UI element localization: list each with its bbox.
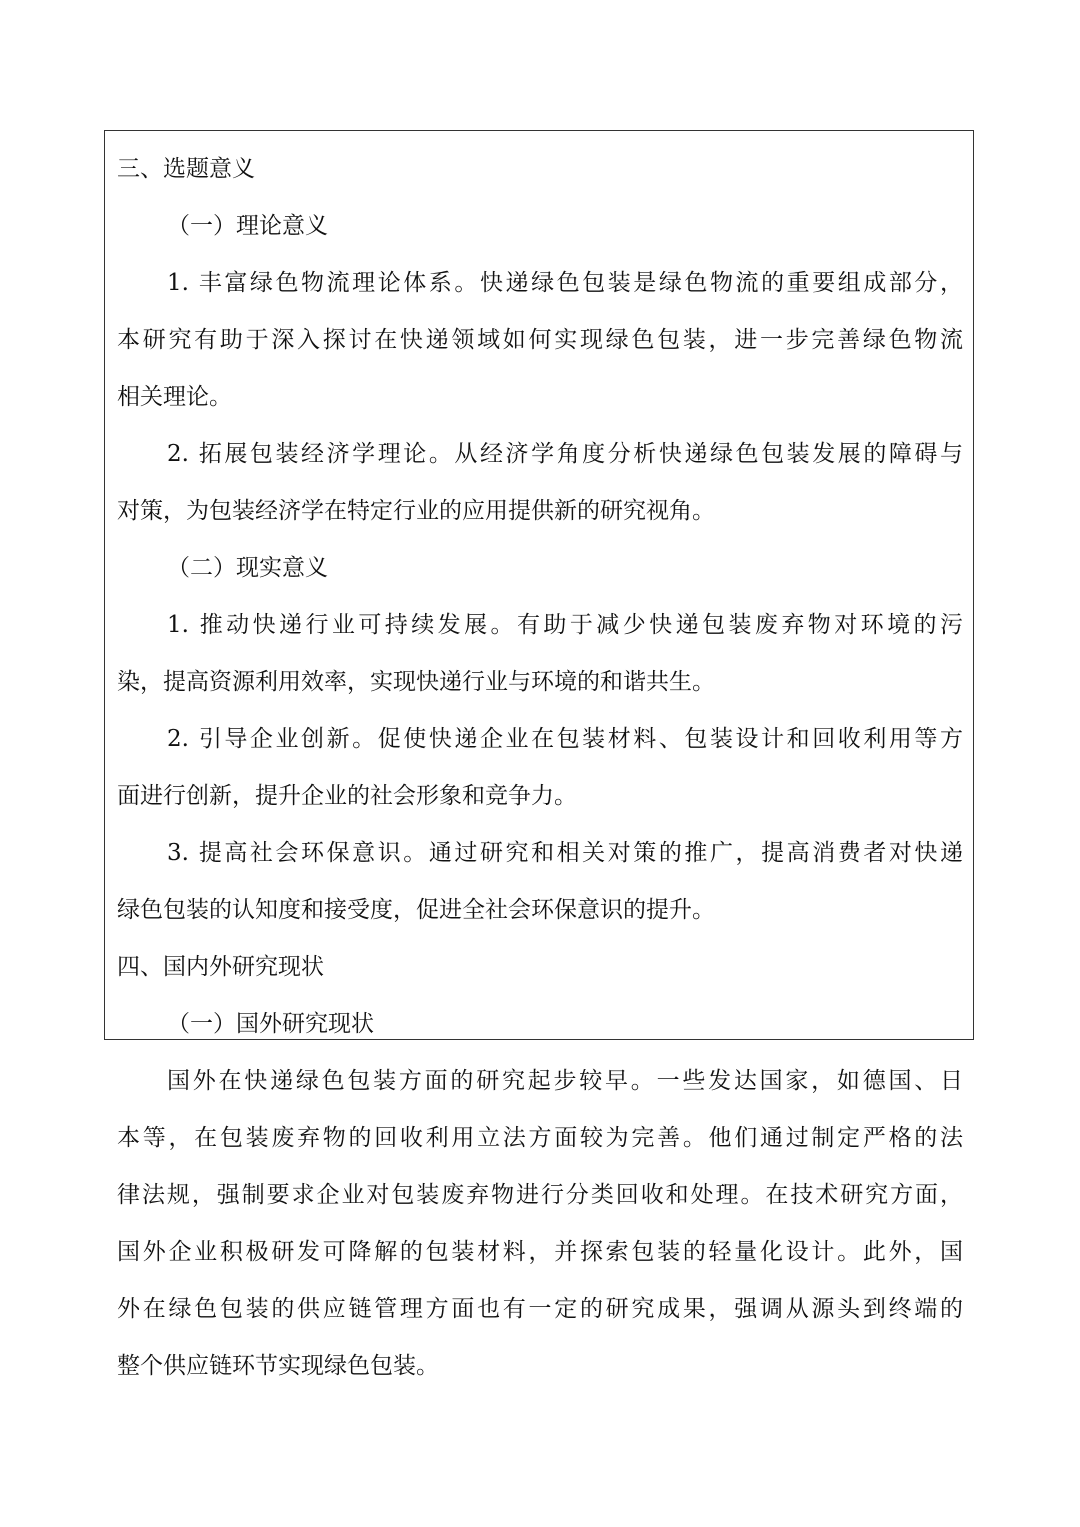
- theory-p1-line2: 本研究有助于深入探讨在快递领域如何实现绿色包装，进一步完善绿色物流: [117, 327, 963, 353]
- foreign-p1-line6: 整个供应链环节实现绿色包装。: [117, 1353, 439, 1379]
- foreign-p1-line4: 国外企业积极研发可降解的包装材料，并探索包装的轻量化设计。此外，国: [117, 1239, 963, 1265]
- section-4-heading: 四、国内外研究现状: [117, 954, 324, 980]
- practice-p1-line1: 1. 推动快递行业可持续发展。有助于减少快递包装废弃物对环境的污: [167, 612, 963, 638]
- practice-p3-line1: 3. 提高社会环保意识。通过研究和相关对策的推广，提高消费者对快递: [167, 840, 963, 866]
- theory-p1-line3: 相关理论。: [117, 384, 232, 410]
- practice-p2-line1: 2. 引导企业创新。促使快递企业在包装材料、包装设计和回收利用等方: [167, 726, 963, 752]
- foreign-p1-line2: 本等，在包装废弃物的回收利用立法方面较为完善。他们通过制定严格的法: [117, 1125, 963, 1151]
- theory-p2-line1: 2. 拓展包装经济学理论。从经济学角度分析快递绿色包装发展的障碍与: [167, 441, 963, 467]
- foreign-research-heading: （一）国外研究现状: [167, 1011, 374, 1037]
- practical-significance-heading: （二）现实意义: [167, 555, 328, 581]
- practice-p3-line2: 绿色包装的认知度和接受度，促进全社会环保意识的提升。: [117, 897, 715, 923]
- foreign-p1-line5: 外在绿色包装的供应链管理方面也有一定的研究成果，强调从源头到终端的: [117, 1296, 963, 1322]
- document-table-cell: [104, 130, 974, 1379]
- practice-p2-line2: 面进行创新，提升企业的社会形象和竞争力。: [117, 783, 577, 809]
- practice-p1-line2: 染，提高资源利用效率，实现快递行业与环境的和谐共生。: [117, 669, 715, 695]
- theory-p1-line1: 1. 丰富绿色物流理论体系。快递绿色包装是绿色物流的重要组成部分，: [167, 270, 963, 296]
- foreign-p1-line3: 律法规，强制要求企业对包装废弃物进行分类回收和处理。在技术研究方面，: [117, 1182, 963, 1208]
- theory-p2-line2: 对策，为包装经济学在特定行业的应用提供新的研究视角。: [117, 498, 715, 524]
- section-3-heading: 三、选题意义: [117, 156, 255, 182]
- foreign-p1-line1: 国外在快递绿色包装方面的研究起步较早。一些发达国家，如德国、日: [167, 1068, 963, 1094]
- theory-significance-heading: （一）理论意义: [167, 213, 328, 239]
